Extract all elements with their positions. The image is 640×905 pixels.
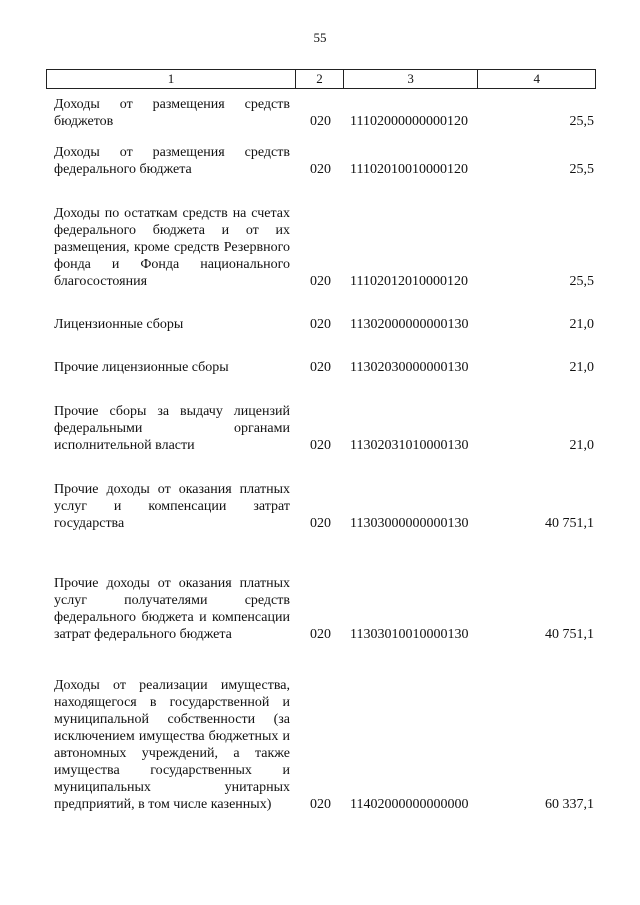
row-code: 020 (310, 114, 331, 129)
header-col-3: 3 (344, 70, 479, 88)
row-code: 020 (310, 516, 331, 531)
row-kbk: 11303010010000130 (350, 627, 469, 642)
table-row (54, 403, 594, 454)
header-col-1: 1 (47, 70, 296, 88)
row-amount: 21,0 (569, 317, 594, 332)
row-code: 020 (310, 360, 331, 375)
row-code: 020 (310, 627, 331, 642)
row-name: Доходы от реализации имущества, находящегося в государственной и муниципальной собственности (за исключением имущества бюджетных и автономных учреждений, а также имущества государственных и муниципальных унитарных предприятий, в том числе казенных) (54, 678, 290, 812)
row-kbk: 11303000000000130 (350, 516, 469, 531)
row-code: 020 (310, 162, 331, 177)
row-name: Доходы от размещения средств бюджетов (54, 97, 290, 129)
row-kbk: 11302000000000130 (350, 317, 469, 332)
row-amount: 21,0 (569, 360, 594, 375)
table-row (54, 481, 594, 532)
page-number: 55 (313, 30, 327, 45)
row-kbk: 11302030000000130 (350, 360, 469, 375)
row-amount: 25,5 (569, 274, 594, 289)
row-name: Прочие сборы за выдачу лицензий федеральными органами исполнительной власти (54, 404, 290, 453)
row-amount: 25,5 (569, 114, 594, 129)
row-name: Лицензионные сборы (54, 317, 184, 332)
table-header (46, 69, 596, 89)
table-row (54, 96, 594, 130)
row-code: 020 (310, 797, 331, 812)
row-amount: 21,0 (569, 438, 594, 453)
row-name: Доходы от размещения средств федерального бюджета (54, 145, 290, 177)
row-name: Доходы по остаткам средств на счетах федерального бюджета и от их размещения, кроме средств Резервного фонда и Фонда национального благосостояния (54, 206, 290, 289)
header-col-4: 4 (533, 71, 540, 86)
row-name: Прочие доходы от оказания платных услуг получателями средств федерального бюджета и компенсации затрат федерального бюджета (54, 576, 290, 642)
table-row (54, 144, 594, 178)
row-kbk: 11402000000000000 (350, 797, 469, 812)
row-name: Прочие доходы от оказания платных услуг и компенсации затрат государства (54, 482, 290, 531)
table-row (54, 359, 594, 376)
row-code: 020 (310, 317, 331, 332)
row-kbk: 11102000000000120 (350, 114, 468, 129)
row-kbk: 11302031010000130 (350, 438, 469, 453)
row-name: Прочие лицензионные сборы (54, 360, 229, 375)
header-col-2: 2 (296, 70, 344, 88)
row-amount: 60 337,1 (545, 797, 594, 812)
table-row (54, 660, 594, 813)
row-code: 020 (310, 438, 331, 453)
row-kbk: 11102010010000120 (350, 162, 468, 177)
row-amount: 40 751,1 (545, 516, 594, 531)
table-row (54, 316, 594, 333)
table-row (54, 558, 594, 643)
row-code: 020 (310, 274, 331, 289)
row-amount: 40 751,1 (545, 627, 594, 642)
row-kbk: 11102012010000120 (350, 274, 468, 289)
table-row (54, 205, 594, 290)
row-amount: 25,5 (569, 162, 594, 177)
